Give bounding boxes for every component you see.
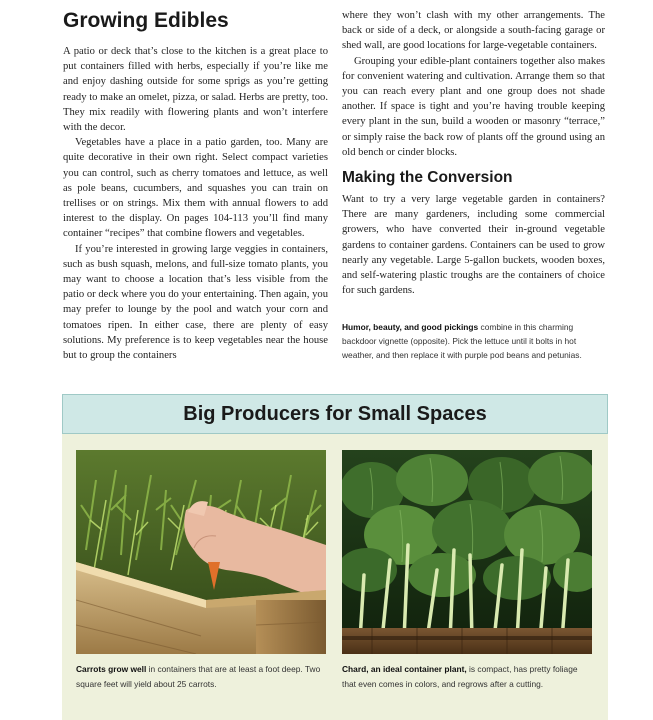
- carrots-caption: [76, 662, 326, 692]
- sidebar-title: Big Producers for Small Spaces: [183, 402, 487, 425]
- caption-lead: Humor, beauty, and good pickings: [342, 322, 479, 333]
- photo-caption-opposite: [342, 320, 605, 362]
- caption-text: is compact, has pretty foliage that even comes in colors, and regrows after a cutting.: [342, 664, 578, 689]
- caption-lead: Chard, an ideal container plant,: [342, 664, 467, 674]
- caption-text: combine in this charming backdoor vignette (opposite). Pick the lettuce until it bolts in hot weather, and then replace it with purple pod beans and petunias.: [342, 322, 582, 361]
- body-paragraph: A patio or deck that’s close to the kitchen is a great place to put containers filled with herbs, especially if you’re like me and enjoy dashing outside for some sprigs as you’re getting ready to make an omelet, pizza, or salad. Herbs are pretty, too. They mix readily with flowering plants and won’t interfere with the decor.: [63, 46, 328, 134]
- body-paragraph: Want to try a very large vegetable garden in containers? There are many gardeners, including some commercial growers, who have converted their in-ground vegetable gardens to container gardens. Containers can be used to grow nearly any vegetable. Large 5-gallon buckets, wooden boxes, and self-watering plastic troughs are the containers of choice for such gardens.: [342, 194, 605, 297]
- right-column: [342, 8, 605, 362]
- carrots-photo: [76, 450, 326, 654]
- sidebar-banner: [62, 394, 608, 434]
- left-column: [63, 8, 328, 363]
- body-paragraph: If you’re interested in growing large veggies in containers, such as bush squash, melons, and full-size tomato plants, you may want to choose a location that’s less visible from the patio or deck where you do your entertaining. Then again, you may prefer to lounge by the pool and watch your corn and tomatoes ripen. In either case, there are plenty of easy solutions. My preference is to keep vegetables near the house but to group the containers: [63, 243, 328, 362]
- caption-lead: Carrots grow well: [76, 664, 147, 674]
- chard-image: [342, 450, 592, 654]
- subheading: Making the Conversion: [342, 169, 513, 187]
- carrots-image: [76, 450, 326, 654]
- body-paragraph: Grouping your edible-plant containers together also makes for convenient watering and cultivation. Arrange them so that you can reach every plant and one group does not shade another. If space is tight and you’re having trouble keeping every plant in the sun, build a wooden or masonry “terrace,” or simply raise the back row of plants off the ground using an old bench or cinder blocks.: [342, 55, 605, 158]
- body-paragraph: where they won’t clash with my other arrangements. The back or side of a deck, or alongside a south-facing garage or shed wall, are good locations for large-vegetable containers.: [342, 10, 605, 52]
- section-title: Growing Edibles: [63, 9, 229, 32]
- sidebar-panel: [62, 394, 608, 720]
- chard-photo: [342, 450, 592, 654]
- body-paragraph: Vegetables have a place in a patio garden, too. Many are quite decorative in their own right. Select compact varieties you can control, such as cherry tomatoes and lettuce, as well as pole beans, cucumbers, and squashes you can train on trellises or on strings. Mix them with annual flowers to add interest to the display. On pages 104-113 you’ll find many container “recipes” that combine flowers and vegetables.: [63, 137, 328, 240]
- chard-caption: [342, 662, 592, 692]
- caption-text: in containers that are at least a foot deep. Two square feet will yield about 25 carrots.: [76, 664, 321, 689]
